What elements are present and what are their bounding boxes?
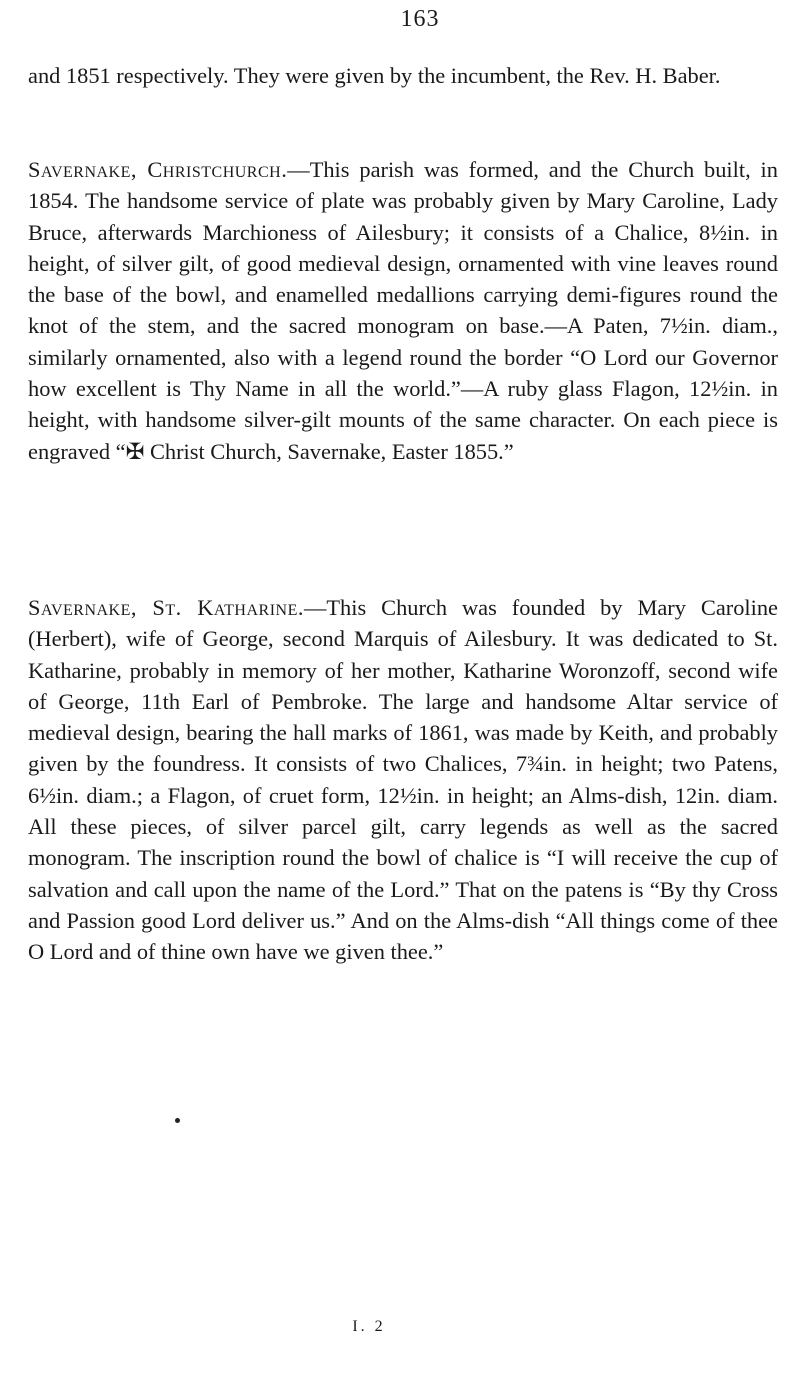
entry-heading-st-katharine: Savernake, St. Katharine.	[28, 595, 304, 620]
paragraph-continuation: and 1851 respectively. They were given by the incumbent, the Rev. H. Baber.	[28, 63, 721, 88]
paragraph-savernake-christchurch	[28, 154, 778, 467]
signature-mark: I. 2	[352, 1318, 386, 1335]
entry-body-st-katharine: —This Church was founded by Mary Caroline (Herbert), wife of George, second Marquis of Ailesbury. It was dedicated to St. Katharine, probably in memory of her mother, Katharine Woronzoff, second wife of George, 11th Earl of Pembroke. The large and handsome Altar service of medieval design, bearing the hall marks of 1861, was made by Keith, and probably given by the foundress. It consists of two Chalices, 7¾in. in height; two Patens, 6½in. diam.; a Flagon, of cruet form, 12½in. in height; an Alms-dish, 12in. diam. All these pieces, of silver parcel gilt, carry legends as well as the sacred monogram. The inscription round the bowl of chalice is “I will receive the cup of salvation and call upon the name of the Lord.” That on the patens is “By thy Cross and Passion good Lord deliver us.” And on the Alms-dish “All things come of thee O Lord and of thine own have we given thee.”	[28, 595, 778, 965]
stray-ink-mark	[175, 1118, 180, 1123]
paragraph-savernake-st-katharine	[28, 592, 778, 968]
page-number: 163	[400, 6, 440, 32]
entry-heading-christchurch: Savernake, Christchurch.	[28, 157, 288, 182]
entry-body-christchurch: —This parish was formed, and the Church built, in 1854. The handsome service of plate was probably given by Mary Caroline, Lady Bruce, afterwards Marchioness of Ailesbury; it consists of a Chalice, 8½in. in height, of silver gilt, of good medieval design, ornamented with vine leaves round the base of the bowl, and enamelled medallions carrying demi-figures round the knot of the stem, and the sacred monogram on base.—A Paten, 7½in. diam., similarly ornamented, also with a legend round the border “O Lord our Governor how excellent is Thy Name in all the world.”—A ruby glass Flagon, 12½in. in height, with handsome silver-gilt mounts of the same character. On each piece is engraved “✠ Christ Church, Savernake, Easter 1855.”	[28, 157, 778, 464]
